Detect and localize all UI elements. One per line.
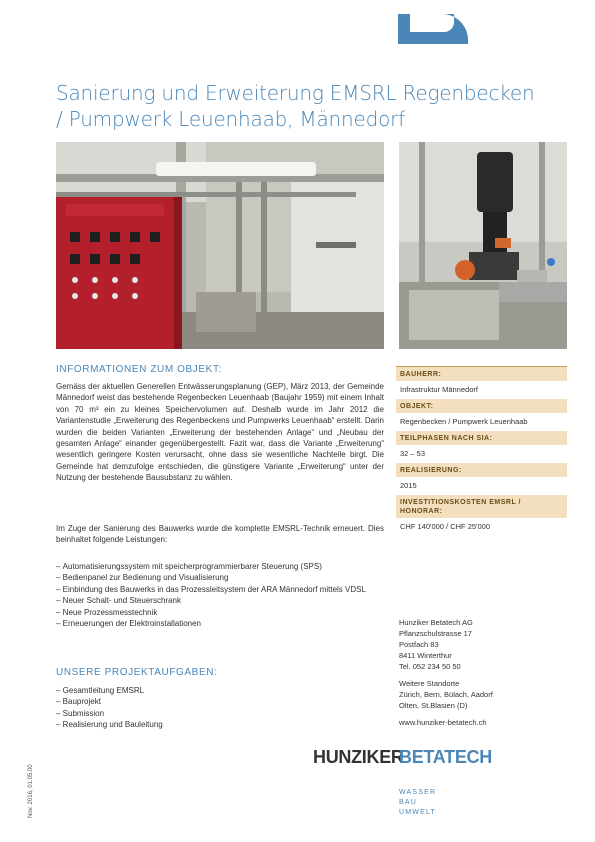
wordmark-right: BETATECH <box>399 747 492 767</box>
pump-photo <box>399 142 567 349</box>
wordmark-left: HUNZIKER <box>313 747 404 767</box>
tasks-list <box>56 685 388 731</box>
project-facts <box>396 366 567 536</box>
list-item: – Realisierung und Bauleitung <box>56 719 388 730</box>
tagline-word: WASSER <box>399 789 437 796</box>
fact-value-realisation: 2015 <box>400 481 417 490</box>
company-street: Pflanzschulstrasse 17 <box>399 629 472 638</box>
fact-value-client: Infrastruktur Männedorf <box>400 385 478 394</box>
fact-value-phases: 32 – 53 <box>400 449 426 458</box>
company-postbox: Postfach 83 <box>399 640 439 649</box>
services-list <box>56 561 388 629</box>
list-item: – Automatisierungssystem mit speicherprogrammierbarer Steuerung (SPS) <box>56 561 388 572</box>
list-item: – Gesamtleitung EMSRL <box>56 685 388 696</box>
control-cabinet-photo <box>56 142 384 349</box>
list-item: – Erneuerungen der Elektroinstallationen <box>56 618 388 629</box>
tagline-word: BAU <box>399 799 417 806</box>
fact-label-client: BAUHERR: <box>396 366 567 382</box>
tasks-heading: UNSERE PROJEKTAUFGABEN: <box>56 667 218 678</box>
brand-wordmark <box>313 745 523 769</box>
list-item: – Bedienpanel zur Bedienung und Visualisierung <box>56 572 388 583</box>
list-item: – Bauprojekt <box>56 696 388 707</box>
locations-title: Weitere Standorte <box>399 679 460 688</box>
info-paragraph-1: Gemäss der aktuellen Generellen Entwässerungsplanung (GEP), März 2013, der Gemeinde Männedorf weist das bestehende Regenbecken Leuenhaab (Baujahr 1959) mit einem Inhalt von 70 m³ ein zu kleines Speichervolumen auf. Deshalb wurde im Jahr 2012 die Variantenstudie „Erweiterung des Regenbeckens und Pumpwerks Leuenhaab“ erstellt. Darin wurden die beiden Varianten „Erweiterung der bestehenden Anlage“ und „Neubau der gesamten Anlage“ einander gegenübergestellt. Fazit war, dass die Variante „Erweiterung“ wesentlich geringere Kosten verursacht, ohne dass sie wesentliche Nachteile birgt. Die Gemeinde hat demzufolge entschieden, die günstigere Variante „Erweiterung“ unter der Nutzung der bestehende Bausubstanz zu wählen. <box>56 382 384 483</box>
page-title <box>56 80 576 132</box>
title-line-1: Sanierung und Erweiterung EMSRL Regenbecken <box>56 81 535 105</box>
fact-label-costs: INVESTITIONSKOSTEN EMSRL / HONORAR: <box>396 495 567 519</box>
list-item: – Neue Prozessmesstechnik <box>56 607 388 618</box>
company-name: Hunziker Betatech AG <box>399 618 473 627</box>
tagline-word: UMWELT <box>399 809 437 816</box>
company-address <box>399 617 569 728</box>
document-code: Nov. 2016, 01.05.00 <box>28 764 34 818</box>
fact-value-object: Regenbecken / Pumpwerk Leuenhaab <box>400 417 528 426</box>
info-paragraph-2: Im Zuge der Sanierung des Bauwerks wurde die komplette EMSRL-Technik erneuert. Dies beinhaltet folgende Leistungen: <box>56 524 384 545</box>
fact-label-phases: TEILPHASEN NACH SIA: <box>396 431 567 446</box>
locations-line-1: Zürich, Bern, Bülach, Aadorf <box>399 690 493 699</box>
company-website-link[interactable]: www.hunziker-betatech.ch <box>399 718 487 727</box>
list-item: – Submission <box>56 708 388 719</box>
fact-label-realisation: REALISIERUNG: <box>396 463 567 478</box>
locations-line-2: Olten, St.Blasien (D) <box>399 701 468 710</box>
fact-value-costs: CHF 140'000 / CHF 25'000 <box>400 522 490 531</box>
info-heading: INFORMATIONEN ZUM OBJEKT: <box>56 364 222 375</box>
title-line-2: / Pumpwerk Leuenhaab, Männedorf <box>56 107 405 131</box>
brand-tagline <box>399 788 436 818</box>
logo-mark-icon <box>398 14 468 44</box>
list-item: – Neuer Schalt- und Steuerschrank <box>56 595 388 606</box>
fact-label-object: OBJEKT: <box>396 399 567 414</box>
company-city: 8411 Winterthur <box>399 651 452 660</box>
list-item: – Einbindung des Bauwerks in das Prozessleitsystem der ARA Männedorf mittels VDSL <box>56 584 388 595</box>
company-phone: Tel. 052 234 50 50 <box>399 662 461 671</box>
